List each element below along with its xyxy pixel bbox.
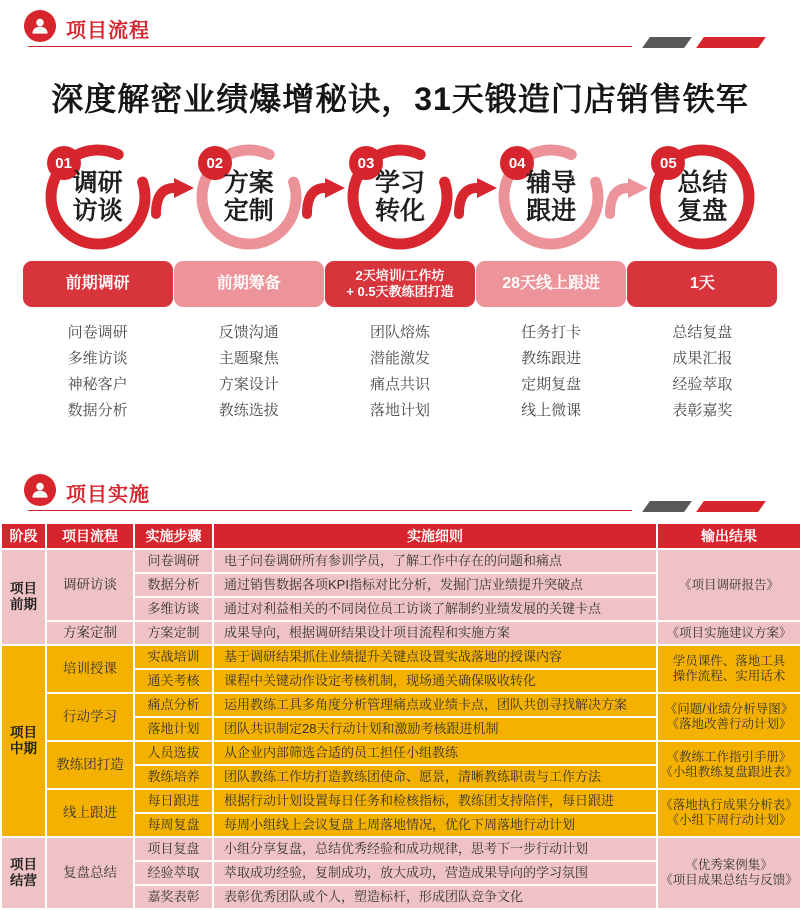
- step-cell: 人员选拔: [134, 741, 213, 765]
- step-ring-wrap: [194, 142, 304, 252]
- list-item: 线上微课: [521, 402, 582, 419]
- list-item: 潜能激发: [369, 350, 430, 367]
- col-header-step: 实施步骤: [134, 523, 213, 549]
- step-cell: 方案定制: [134, 621, 213, 645]
- flow-arrow-2: [301, 172, 347, 220]
- step-cell: 经验萃取: [134, 861, 213, 885]
- output-cell: 《项目调研报告》: [657, 549, 800, 621]
- detail-cell: 团队共识制定28天行动计划和激励考核跟进机制: [213, 717, 657, 741]
- step-number-badge: 05: [651, 146, 685, 180]
- col-header-output: 输出结果: [657, 523, 800, 549]
- person-icon: [29, 15, 51, 37]
- table-row: [1, 837, 800, 861]
- section2-header: [0, 464, 800, 514]
- flow-arrow-1: [150, 172, 196, 220]
- detail-cell: 表彰优秀团队或个人，塑造标杆，形成团队竞争文化: [213, 885, 657, 909]
- output-cell: 《项目实施建议方案》: [657, 621, 800, 645]
- step-banner: [23, 261, 173, 307]
- section1-header: [0, 0, 800, 50]
- stage-cell: 项目中期: [1, 645, 46, 837]
- step-title: [647, 142, 757, 252]
- list-item: 成果汇报: [672, 350, 733, 367]
- step-title-line1: 调研: [72, 169, 123, 197]
- detail-cell: 萃取成功经验，复制成功，放大成功，营造成果导向的学习氛围: [213, 861, 657, 885]
- banner-line: + 0.5天教练团打造: [346, 284, 454, 299]
- table-row: [1, 789, 800, 813]
- list-item: 表彰嘉奖: [672, 402, 733, 419]
- flow-cell: 复盘总结: [46, 837, 134, 909]
- step-ring-wrap: [496, 142, 606, 252]
- detail-cell: 通过销售数据各项KPI指标对比分析，发掘门店业绩提升突破点: [213, 573, 657, 597]
- step-cell: 项目复盘: [134, 837, 213, 861]
- step-cell: 数据分析: [134, 573, 213, 597]
- step-cell: 痛点分析: [134, 693, 213, 717]
- list-item: 定期复盘: [521, 376, 582, 393]
- step-cell: 教练培养: [134, 765, 213, 789]
- decor-red-bar: [696, 501, 766, 512]
- step-item-list: [173, 320, 324, 424]
- step-number-badge: 02: [198, 146, 232, 180]
- step-item-list: [22, 320, 173, 424]
- output-cell: 《优秀案例集》 《项目成果总结与反馈》: [657, 837, 800, 909]
- list-item: 任务打卡: [521, 324, 582, 341]
- detail-cell: 运用教练工具多角度分析管理痛点或业绩卡点，团队共创寻找解决方案: [213, 693, 657, 717]
- list-item: 落地计划: [369, 402, 430, 419]
- col-header-detail: 实施细则: [213, 523, 657, 549]
- step-title: [345, 142, 455, 252]
- implementation-table: [0, 522, 800, 910]
- step-number-badge: 01: [47, 146, 81, 180]
- step-title: [194, 142, 304, 252]
- detail-cell: 根据行动计划设置每日任务和检核指标，教练团支持陪伴，每日跟进: [213, 789, 657, 813]
- detail-cell: 小组分享复盘，总结优秀经验和成功规律，思考下一步行动计划: [213, 837, 657, 861]
- flow-cell: 教练团打造: [46, 741, 134, 789]
- step-cell: 每周复盘: [134, 813, 213, 837]
- detail-cell: 课程中关键动作设定考核机制，现场通关确保吸收转化: [213, 669, 657, 693]
- main-title: 深度解密业绩爆增秘诀，31天锻造门店销售铁军: [51, 81, 749, 117]
- detail-cell: 成果导向，根据调研结果设计项目流程和实施方案: [213, 621, 657, 645]
- section1-title: 项目流程: [66, 20, 150, 42]
- step-item-list: [627, 320, 778, 424]
- step-title-line2: 访谈: [72, 197, 123, 225]
- step-title: [496, 142, 606, 252]
- step-banner: [627, 261, 777, 307]
- step-ring-wrap: [345, 142, 455, 252]
- step-cell: 多维访谈: [134, 597, 213, 621]
- step-ring-wrap: [647, 142, 757, 252]
- step-title-line2: 复盘: [677, 197, 728, 225]
- person-badge-icon: [24, 474, 56, 506]
- step-title-line1: 总结: [677, 169, 728, 197]
- flow-cell: 线上跟进: [46, 789, 134, 837]
- table-row: [1, 621, 800, 645]
- step-title-line1: 方案: [223, 169, 274, 197]
- banner-line: 28天线上跟进: [502, 275, 601, 292]
- process-flow: [0, 142, 800, 424]
- step-item-list: [324, 320, 475, 424]
- divider-line: [28, 46, 632, 47]
- list-item: 神秘客户: [67, 376, 128, 393]
- output-cell: 《问题/业绩分析导图》 《落地改善行动计划》: [657, 693, 800, 741]
- step-title-line2: 转化: [374, 197, 425, 225]
- list-item: 教练跟进: [521, 350, 582, 367]
- list-item: 总结复盘: [672, 324, 733, 341]
- list-item: 数据分析: [67, 402, 128, 419]
- list-item: 痛点共识: [369, 376, 430, 393]
- decor-red-bar: [696, 37, 766, 48]
- step-cell: 实战培训: [134, 645, 213, 669]
- list-item: 问卷调研: [67, 324, 128, 341]
- decor-gray-bar: [642, 501, 692, 512]
- detail-cell: 从企业内部筛选合适的员工担任小组教练: [213, 741, 657, 765]
- list-item: 团队熔炼: [369, 324, 430, 341]
- person-icon: [29, 479, 51, 501]
- stage-cell: 项目结营: [1, 837, 46, 909]
- section2-title: 项目实施: [66, 484, 150, 506]
- table-row: [1, 549, 800, 573]
- step-banner: [174, 261, 324, 307]
- detail-cell: 通过对利益相关的不同岗位员工访谈了解制约业绩发展的关键卡点: [213, 597, 657, 621]
- flow-cell: 行动学习: [46, 693, 134, 741]
- divider-line: [28, 510, 632, 511]
- step-title-line2: 定制: [223, 197, 274, 225]
- banner-line: 前期筹备: [216, 275, 281, 292]
- output-cell: 学员课件、落地工具 操作流程、实用话术: [657, 645, 800, 693]
- table-row: [1, 645, 800, 669]
- detail-cell: 基于调研结果抓住业绩提升关键点设置实战落地的授课内容: [213, 645, 657, 669]
- step-cell: 通关考核: [134, 669, 213, 693]
- step-number-badge: 04: [500, 146, 534, 180]
- list-item: 主题聚焦: [218, 350, 279, 367]
- detail-cell: 每周小组线上会议复盘上周落地情况，优化下周落地行动计划: [213, 813, 657, 837]
- flow-arrow-4: [604, 172, 650, 220]
- list-item: 方案设计: [218, 376, 279, 393]
- step-banner: [325, 261, 475, 307]
- step-item-list: [476, 320, 627, 424]
- col-header-flow: 项目流程: [46, 523, 134, 549]
- output-cell: 《教练工作指引手册》 《小组教练复盘跟进表》: [657, 741, 800, 789]
- table-row: [1, 693, 800, 717]
- banner-line: 前期调研: [65, 275, 130, 292]
- flow-cell: 培训授课: [46, 645, 134, 693]
- list-item: 反馈沟通: [218, 324, 279, 341]
- decor-gray-bar: [642, 37, 692, 48]
- col-header-stage: 阶段: [1, 523, 46, 549]
- step-title-line1: 辅导: [526, 169, 577, 197]
- flow-arrow-3: [453, 172, 499, 220]
- flow-cell: 调研访谈: [46, 549, 134, 621]
- flow-cell: 方案定制: [46, 621, 134, 645]
- step-title-line1: 学习: [374, 169, 425, 197]
- banner-line: 2天培训/工作坊: [355, 267, 445, 283]
- stage-cell: 项目前期: [1, 549, 46, 645]
- step-banner: [476, 261, 626, 307]
- list-item: 教练选拔: [218, 402, 279, 419]
- table-row: [1, 741, 800, 765]
- person-badge-icon: [24, 10, 56, 42]
- step-ring-wrap: [43, 142, 153, 252]
- list-item: 多维访谈: [67, 350, 128, 367]
- step-cell: 问卷调研: [134, 549, 213, 573]
- step-title-line2: 跟进: [526, 197, 577, 225]
- output-cell: 《落地执行成果分析表》 《小组下周行动计划》: [657, 789, 800, 837]
- step-cell: 落地计划: [134, 717, 213, 741]
- step-title: [43, 142, 153, 252]
- step-cell: 每日跟进: [134, 789, 213, 813]
- step-cell: 嘉奖表彰: [134, 885, 213, 909]
- banner-line: 1天: [689, 275, 715, 292]
- detail-cell: 团队教练工作坊打造教练团使命、愿景，清晰教练职责与工作方法: [213, 765, 657, 789]
- detail-cell: 电子问卷调研所有参训学员，了解工作中存在的问题和痛点: [213, 549, 657, 573]
- step-number-badge: 03: [349, 146, 383, 180]
- list-item: 经验萃取: [672, 376, 733, 393]
- table-header-row: [1, 523, 800, 549]
